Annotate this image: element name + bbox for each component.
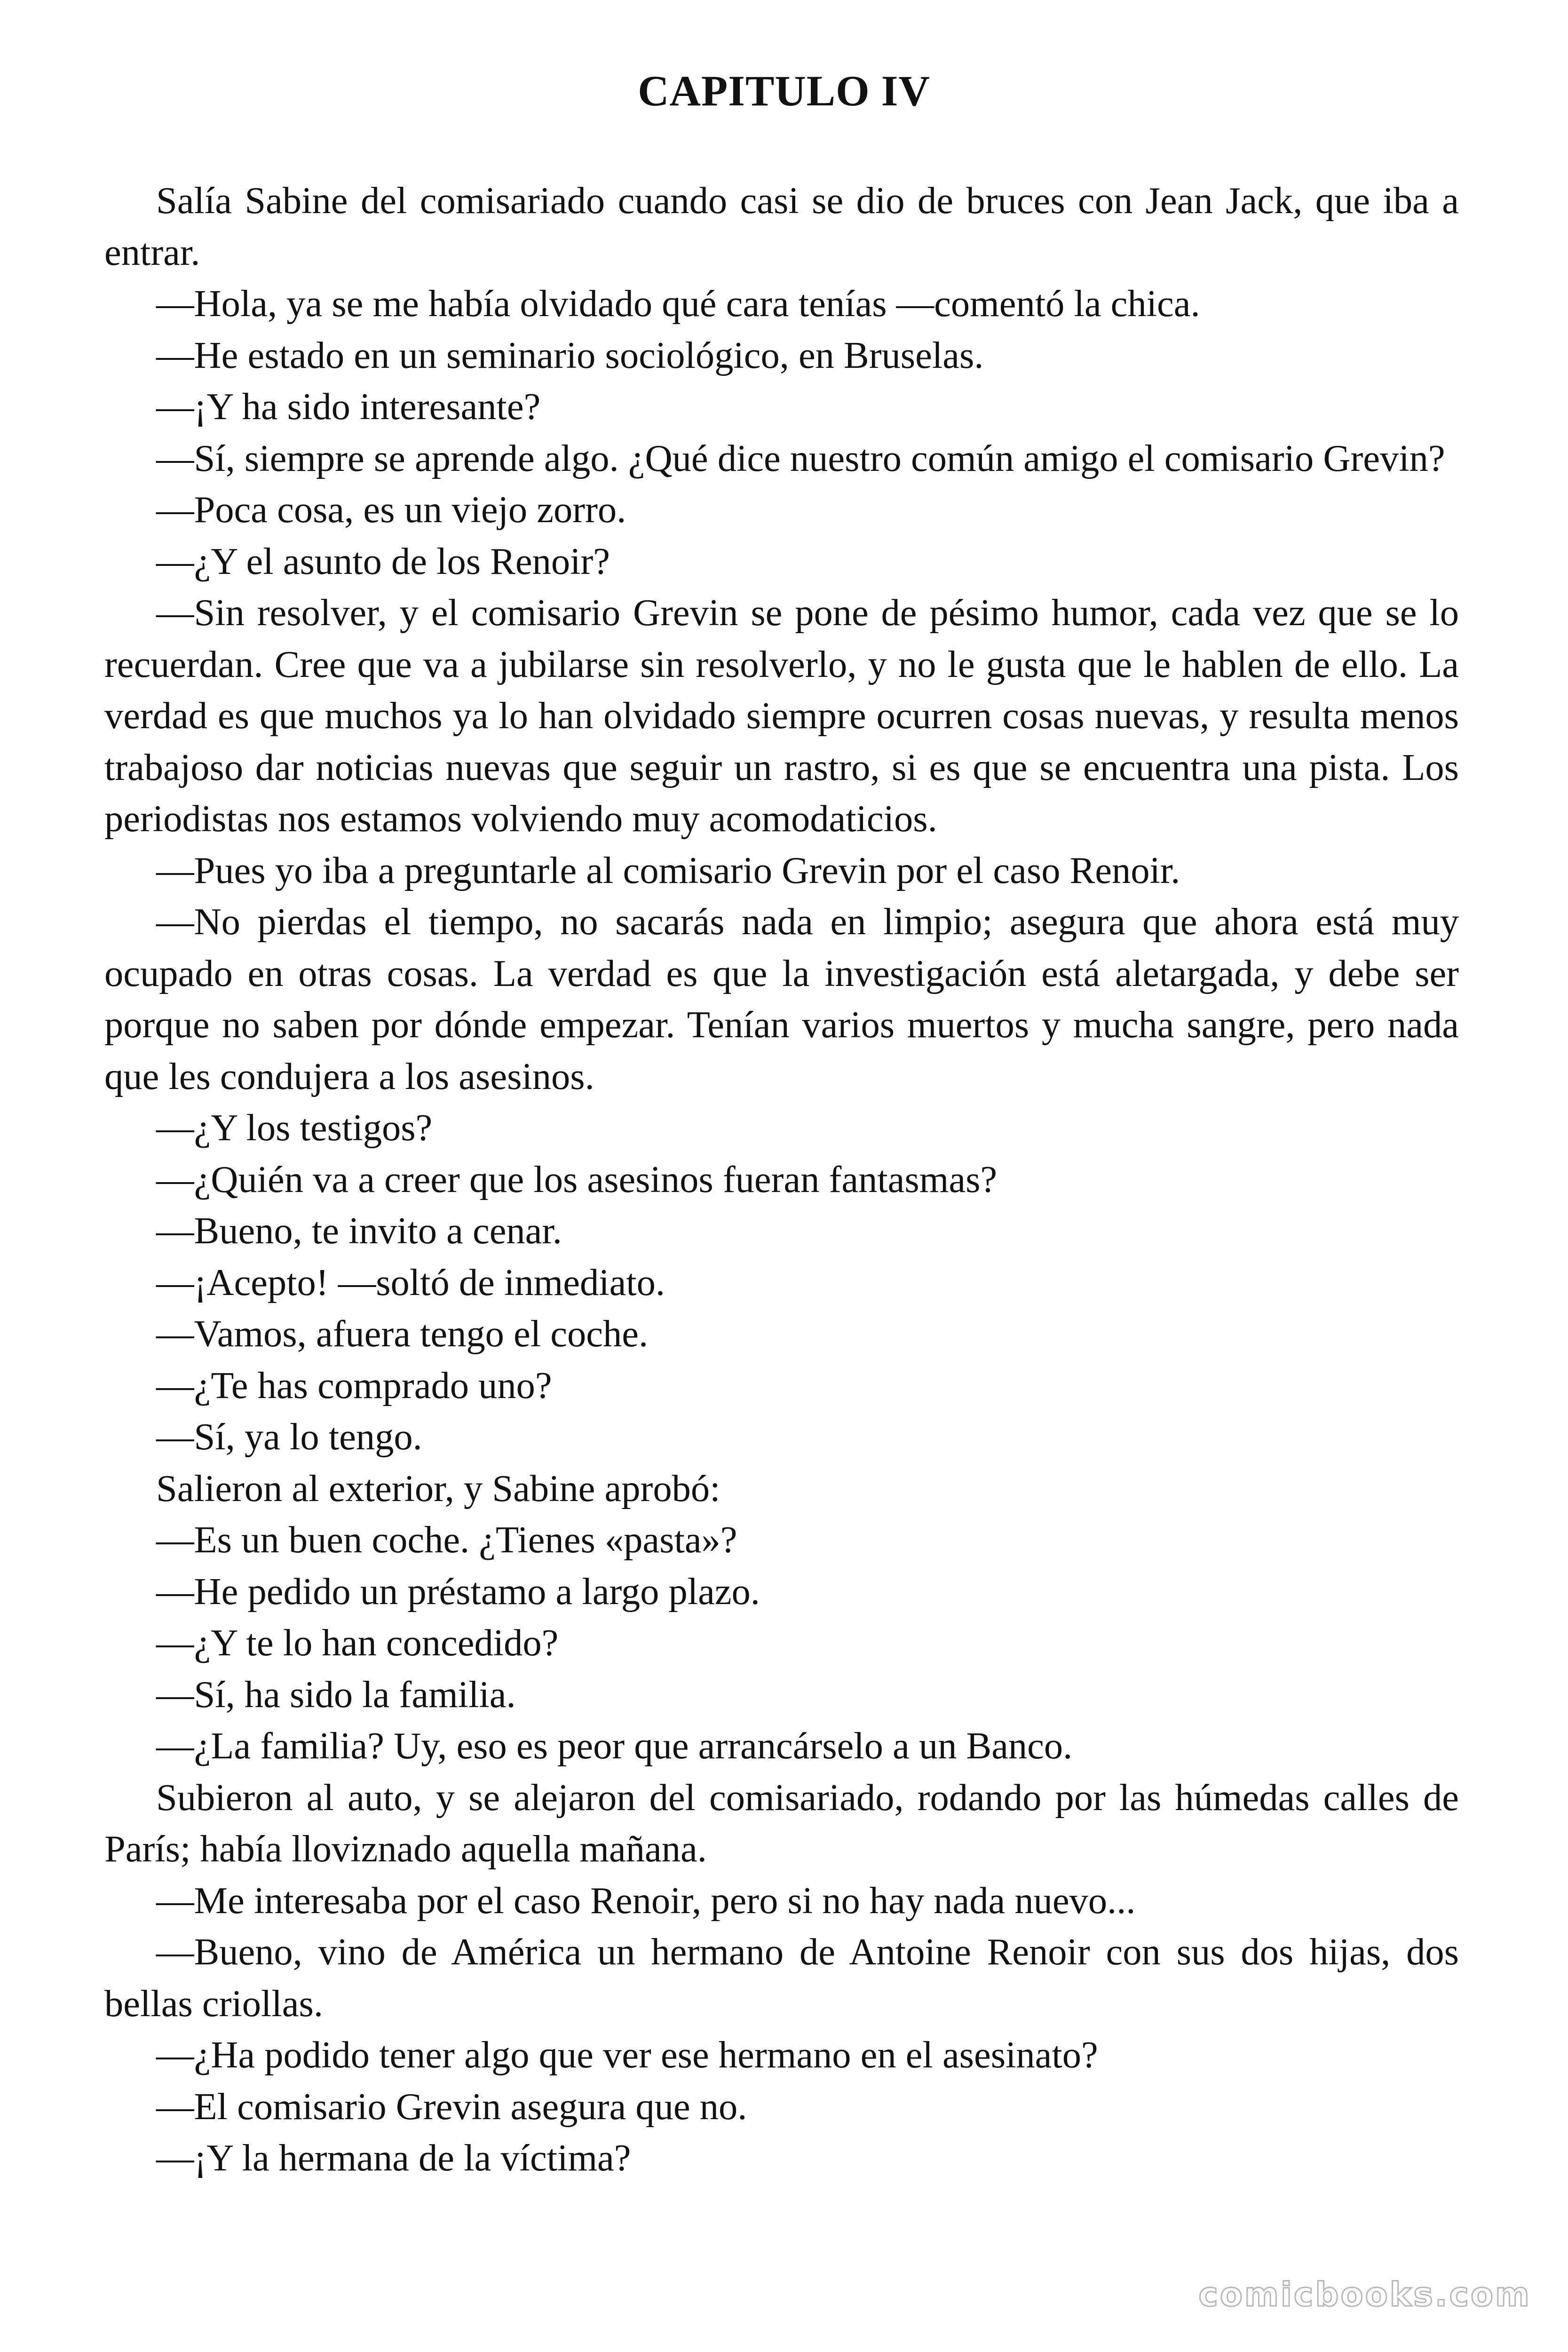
paragraph: —Sí, ya lo tengo. (156, 1416, 422, 1458)
paragraph: —Bueno, te invito a cenar. (156, 1210, 562, 1252)
paragraph: —¿Y te lo han concedido? (156, 1622, 559, 1664)
paragraph: —He estado en un seminario sociológico, en Bruselas. (156, 334, 984, 376)
paragraph: —Me interesaba por el caso Renoir, pero si no hay nada nuevo... (156, 1879, 1136, 1922)
paragraph: —Poca cosa, es un viejo zorro. (156, 489, 626, 531)
paragraph: —¿Te has comprado uno? (156, 1364, 552, 1406)
paragraph: Subieron al auto, y se alejaron del comisariado, rodando por las húmedas calles de París; había lloviznado aquella mañana. (104, 1776, 1459, 1870)
watermark: comicbooks.com (1198, 2275, 1531, 2314)
paragraph: —No pierdas el tiempo, no sacarás nada en limpio; asegura que ahora está muy ocupado en otras cosas. La verdad es que la investigación está aletargada, y debe ser porque no saben por dónde empezar. Tenían varios muertos y mucha sangre, pero nada que les condujera a los asesinos. (104, 901, 1459, 1097)
chapter-title: CAPITULO IV (638, 67, 930, 115)
paragraph: —Es un buen coche. ¿Tienes «pasta»? (156, 1519, 737, 1561)
paragraph: —¿Ha podido tener algo que ver ese hermano en el asesinato? (156, 2034, 1098, 2076)
paragraph: —Vamos, afuera tengo el coche. (156, 1313, 649, 1355)
paragraph: —Sin resolver, y el comisario Grevin se pone de pésimo humor, cada vez que se lo recuerdan. Cree que va a jubilarse sin resolverlo, y no le gusta que le hablen de ello. La verdad es que muchos ya lo han olvidado siempre ocurren cosas nuevas, y resulta menos trabajoso dar noticias nuevas que seguir un rastro, si es que se encuentra una pista. Los periodistas nos estamos volviendo muy acomodaticios. (104, 592, 1459, 840)
paragraph: —Pues yo iba a preguntarle al comisario Grevin por el caso Renoir. (156, 849, 1180, 891)
paragraph: —Hola, ya se me había olvidado qué cara tenías —comentó la chica. (156, 283, 1200, 325)
paragraph: —¡Y ha sido interesante? (156, 386, 541, 428)
paragraph: —¡Y la hermana de la víctima? (156, 2137, 631, 2179)
paragraph: Salía Sabine del comisariado cuando casi se dio de bruces con Jean Jack, que iba a entrar. (104, 180, 1459, 273)
paragraph: —¿Y los testigos? (156, 1107, 433, 1149)
paragraph: —Sí, siempre se aprende algo. ¿Qué dice nuestro común amigo el comisario Grevin? (156, 437, 1445, 479)
paragraph: —¿Y el asunto de los Renoir? (156, 540, 610, 582)
paragraph: —¿Quién va a creer que los asesinos fueran fantasmas? (156, 1158, 998, 1200)
chapter-body (104, 175, 1459, 2184)
paragraph: —Sí, ha sido la familia. (156, 1673, 516, 1716)
paragraph: —¡Acepto! —soltó de inmediato. (156, 1261, 665, 1303)
paragraph: —El comisario Grevin asegura que no. (156, 2085, 747, 2128)
paragraph: Salieron al exterior, y Sabine aprobó: (156, 1467, 721, 1510)
paragraph: —He pedido un préstamo a largo plazo. (156, 1570, 760, 1613)
paragraph: —¿La familia? Uy, eso es peor que arrancárselo a un Banco. (156, 1725, 1073, 1767)
paragraph: —Bueno, vino de América un hermano de Antoine Renoir con sus dos hijas, dos bellas criollas. (104, 1931, 1459, 2025)
